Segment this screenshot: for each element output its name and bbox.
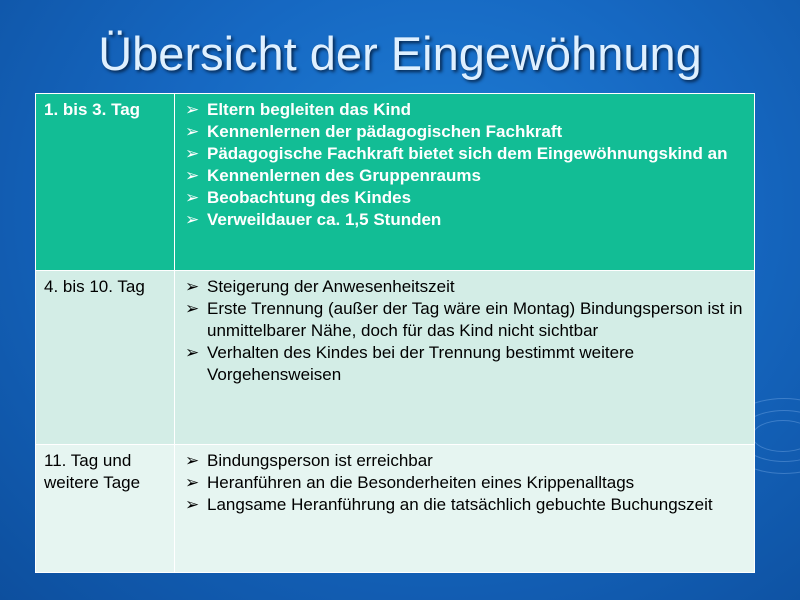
arrow-bullet-icon: ➢: [185, 277, 200, 296]
arrow-bullet-icon: ➢: [185, 299, 200, 318]
table-row: [36, 271, 755, 445]
list-item: [183, 450, 745, 472]
list-item-text: Verweildauer ca. 1,5 Stunden: [207, 210, 442, 229]
details-cell: [175, 94, 755, 271]
list-item-text: Beobachtung des Kindes: [207, 188, 412, 207]
list-item-text: Heranführen an die Besonderheiten eines Krippenalltags: [207, 473, 635, 492]
list-item-text: Verhalten des Kindes bei der Trennung bestimmt weitere Vorgehensweisen: [207, 343, 635, 384]
arrow-bullet-icon: ➢: [185, 166, 200, 185]
arrow-bullet-icon: ➢: [185, 100, 200, 119]
list-item: [183, 165, 745, 187]
details-cell: [175, 445, 755, 573]
list-item: [183, 276, 745, 298]
arrow-bullet-icon: ➢: [185, 188, 200, 207]
list-item-text: Erste Trennung (außer der Tag wäre ein Montag) Bindungsperson ist in unmittelbarer Nähe, doch für das Kind nicht sichtbar: [207, 299, 743, 340]
arrow-bullet-icon: ➢: [185, 473, 200, 492]
arrow-bullet-icon: ➢: [185, 451, 200, 470]
details-cell: [175, 271, 755, 445]
arrow-bullet-icon: ➢: [185, 343, 200, 362]
list-item: [183, 99, 745, 121]
overview-table: [35, 93, 755, 573]
phase-cell: 11. Tag und weitere Tage: [36, 445, 175, 573]
arrow-bullet-icon: ➢: [185, 122, 200, 141]
list-item-text: Bindungsperson ist erreichbar: [207, 451, 433, 470]
phase-cell: 4. bis 10. Tag: [36, 271, 175, 445]
list-item: [183, 472, 745, 494]
arrow-bullet-icon: ➢: [185, 210, 200, 229]
list-item-text: Langsame Heranführung an die tatsächlich gebuchte Buchungszeit: [207, 495, 713, 514]
bullet-list: [183, 450, 745, 516]
arrow-bullet-icon: ➢: [185, 144, 200, 163]
bullet-list: [183, 99, 745, 231]
list-item-text: Eltern begleiten das Kind: [207, 100, 412, 119]
list-item: [183, 298, 745, 342]
list-item-text: Pädagogische Fachkraft bietet sich dem Eingewöhnungskind an: [207, 144, 728, 163]
table-row: [36, 445, 755, 573]
list-item: [183, 187, 745, 209]
slide-title: Übersicht der Eingewöhnung: [98, 27, 702, 80]
list-item-text: Steigerung der Anwesenheitszeit: [207, 277, 455, 296]
list-item: [183, 121, 745, 143]
list-item-text: Kennenlernen des Gruppenraums: [207, 166, 481, 185]
arrow-bullet-icon: ➢: [185, 495, 200, 514]
phase-cell: 1. bis 3. Tag: [36, 94, 175, 271]
list-item: [183, 209, 745, 231]
list-item: [183, 342, 745, 386]
list-item: [183, 143, 745, 165]
list-item: [183, 494, 745, 516]
list-item-text: Kennenlernen der pädagogischen Fachkraft: [207, 122, 563, 141]
bullet-list: [183, 276, 745, 386]
table-row: [36, 94, 755, 271]
